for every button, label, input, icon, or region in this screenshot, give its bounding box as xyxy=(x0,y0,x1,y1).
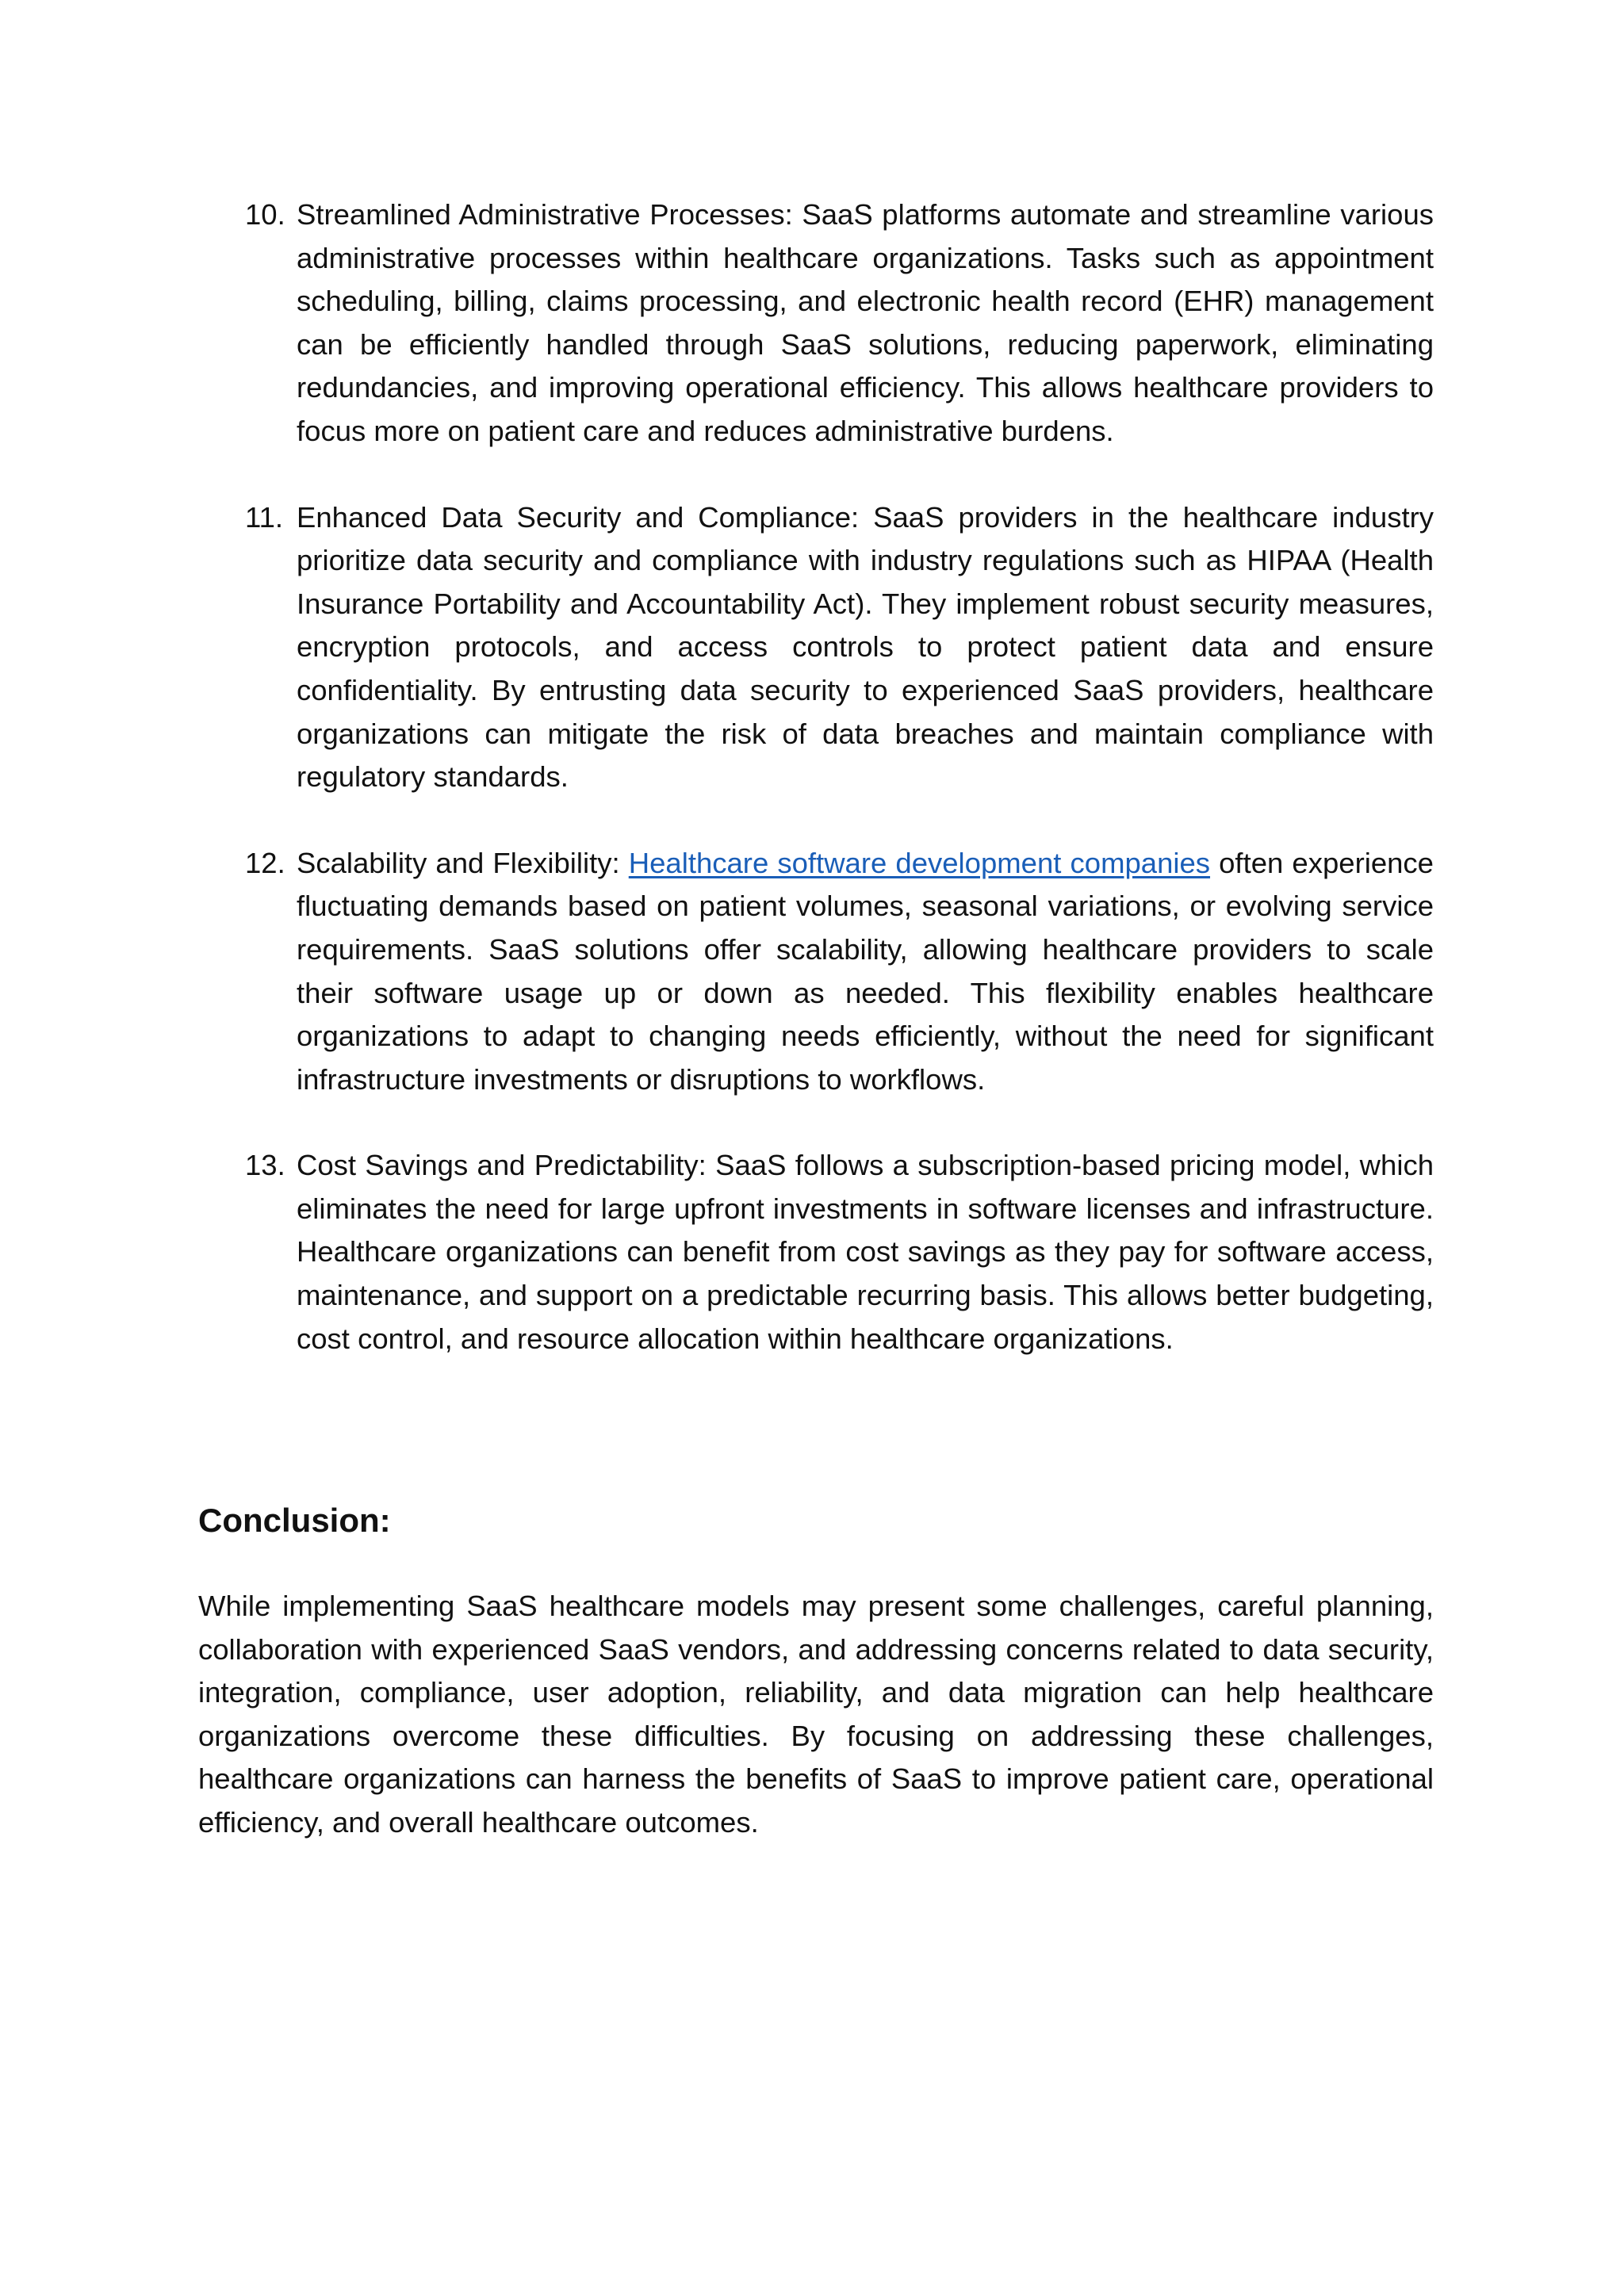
list-item xyxy=(198,496,1434,799)
healthcare-software-link[interactable]: Healthcare software development companies xyxy=(628,846,1211,879)
conclusion-paragraph: While implementing SaaS healthcare models may present some challenges, careful planning, collaboration with experienced SaaS vendors, and addressing concerns related to data security, integration, compliance, user adoption, reliability, and data migration can help healthcare organizations overcome these difficulties. By focusing on addressing these challenges, healthcare organizations can harness the benefits of SaaS to improve patient care, operational efficiency, and overall healthcare outcomes. xyxy=(198,1590,1434,1839)
list-item-number: 12. xyxy=(245,846,285,879)
list-item-number: 11. xyxy=(245,500,284,534)
conclusion-heading: Conclusion: xyxy=(198,1502,391,1539)
list-item-text: Enhanced Data Security and Compliance: SaaS providers in the healthcare industry prioritize data security and compliance with industry regulations such as HIPAA (Health Insurance Portability and Accountability Act). They implement robust security measures, encryption protocols, and access controls to protect patient data and ensure confidentiality. By entrusting data security to experienced SaaS providers, healthcare organizations can mitigate the risk of data breaches and maintain compliance with regulatory standards. xyxy=(297,500,1434,794)
list-item-text-after-link: often experience fluctuating demands based on patient volumes, seasonal variations, or evolving service requirements. SaaS solutions offer scalability, allowing healthcare providers to scale their software usage up or down as needed. This flexibility enables healthcare organizations to adapt to changing needs efficiently, without the need for significant infrastructure investments or disruptions to workflows. xyxy=(297,846,1434,1096)
list-item-number: 10. xyxy=(245,198,285,231)
list-item-text: Streamlined Administrative Processes: SaaS platforms automate and streamline various administrative processes within healthcare organizations. Tasks such as appointment scheduling, billing, claims processing, and electronic health record (EHR) management can be efficiently handled through SaaS solutions, reducing paperwork, eliminating redundancies, and improving operational efficiency. This allows healthcare providers to focus more on patient care and reduces administrative burdens. xyxy=(297,198,1434,447)
list-item xyxy=(198,842,1434,1102)
list-item-number: 13. xyxy=(245,1149,285,1182)
list-item xyxy=(198,193,1434,453)
numbered-list xyxy=(198,193,1434,1403)
list-item-text xyxy=(297,842,1434,1102)
list-item-text-before-link: Scalability and Flexibility: xyxy=(297,846,629,879)
list-item xyxy=(198,1144,1434,1360)
list-item-text: Cost Savings and Predictability: SaaS follows a subscription-based pricing model, which eliminates the need for large upfront investments in software licenses and infrastructure. Healthcare organizations can benefit from cost savings as they pay for software access, maintenance, and support on a predictable recurring basis. This allows better budgeting, cost control, and resource allocation within healthcare organizations. xyxy=(297,1149,1434,1355)
